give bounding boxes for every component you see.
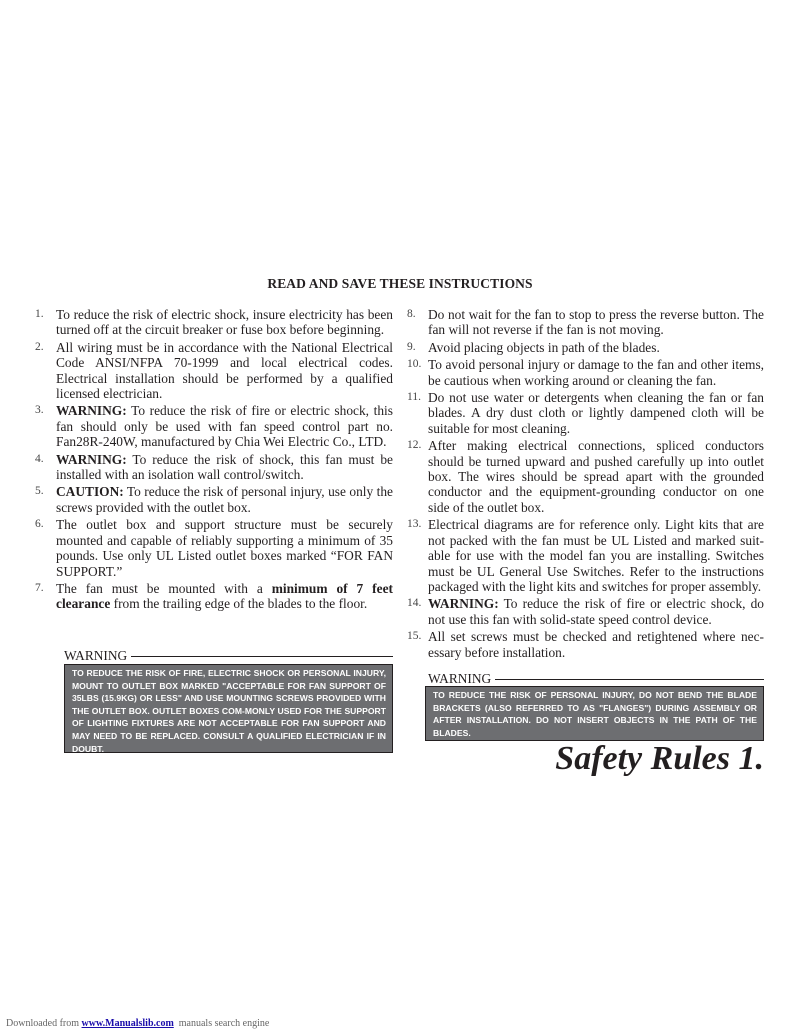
item-number: 1. (35, 308, 44, 320)
list-item (407, 596, 764, 627)
item-text: The outlet box and support structure must be securely mounted and capable of reliably supporting a minimum of 35 pounds. Use only UL Listed outlet boxes marked “FOR FAN SUPPORT.” (56, 517, 393, 579)
divider (131, 656, 393, 657)
item-text: To reduce the risk of fire or electric shock, do not use this fan with solid-state speed control device. (428, 596, 764, 627)
footer (6, 1018, 269, 1029)
item-label: WARNING: (56, 451, 127, 467)
list-item (35, 452, 393, 483)
item-label: WARNING: (428, 596, 499, 612)
item-text: from the trailing edge of the blades to the floor. (110, 596, 368, 612)
item-number: 15. (407, 630, 422, 643)
section-title: Safety Rules 1. (555, 740, 764, 777)
list-item (35, 340, 393, 402)
divider (495, 679, 764, 680)
item-number: 13. (407, 518, 422, 531)
item-text: Do not wait for the fan to stop to press the reverse button. The fan will not reverse if the fan is not moving. (428, 307, 764, 338)
item-text: To reduce the risk of personal injury, use only the screws provided with the outlet box. (56, 484, 393, 515)
item-number: 3. (35, 404, 44, 417)
item-number: 5. (35, 485, 44, 498)
item-number: 7. (35, 581, 44, 594)
item-number: 12. (407, 439, 422, 452)
footer-suffix: manuals search engine (173, 1018, 270, 1029)
list-item (35, 403, 393, 449)
item-number: 9. (407, 340, 416, 353)
item-text: To avoid personal injury or damage to the fan and other items, be cautious when working around or cleaning the fan. (428, 357, 764, 388)
list-item (35, 484, 393, 515)
warning-label-text: WARNING (428, 671, 492, 686)
right-column (407, 307, 764, 662)
item-text: To reduce the risk of electric shock, insure electricity has been turned off at the circuit breaker or fuse box before beginning. (56, 307, 393, 338)
item-text: All wiring must be in accordance with the National Electrical Code ANSI/NFPA 70-1999 and local electrical codes. Electrical installation should be performed by a qualified licensed electrician. (56, 339, 393, 402)
list-item (35, 517, 393, 579)
warning-label-left (64, 648, 393, 664)
warning-label-text: WARNING (64, 648, 128, 663)
item-number: 11. (407, 391, 421, 404)
list-item (35, 581, 393, 612)
list-item (407, 307, 764, 338)
item-text: All set screws must be checked and retightened where nec-essary before installation. (428, 629, 764, 660)
manualslib-link[interactable]: www.Manualslib.com (81, 1018, 174, 1029)
warning-label-right (428, 671, 764, 687)
item-number: 10. (407, 358, 422, 371)
item-label: WARNING: (56, 403, 127, 419)
item-text: To reduce the risk of fire or electric shock, this fan should only be used with fan speed control part no. Fan28R-240W, manufactured by Chia Wei Electric Co., LTD. (56, 403, 393, 450)
list-item (407, 438, 764, 515)
item-label: CAUTION: (56, 484, 124, 500)
list-item (407, 629, 764, 660)
footer-prefix: Downloaded from (6, 1018, 82, 1029)
item-number: 2. (35, 340, 44, 353)
list-item (407, 340, 764, 355)
item-number: 14. (407, 597, 422, 610)
item-text: Electrical diagrams are for reference only. Light kits that are not packed with the fan must be UL Listed and marked suit-able for use with the model fan you are installing. Switches must be UL General Use Switches. Refer to the instructions packaged with the light kits and switches for proper assembly. (428, 517, 764, 594)
warning-box-right: TO REDUCE THE RISK OF PERSONAL INJURY, DO NOT BEND THE BLADE BRACKETS (ALSO REFERRED TO AS "FLANGES") DURING ASSEMBLY OR AFTER INSTALLATION. DO NOT INSERT OBJECTS IN THE PATH OF THE BLADES. (425, 686, 764, 741)
list-item (407, 357, 764, 388)
item-number: 8. (407, 308, 416, 320)
item-emphasis: minimum of 7 feet clearance (56, 580, 393, 612)
warning-box-left: TO REDUCE THE RISK OF FIRE, ELECTRIC SHOCK OR PERSONAL INJURY, MOUNT TO OUTLET BOX MARKED "ACCEPTABLE FOR FAN SUPPORT OF 35LBS (15.9KG) OR LESS" AND USE MOUNTING SCREWS PROVIDED WITH THE OUTLET BOX. OUTLET BOXES COM-MONLY USED FOR THE SUPPORT OF LIGHTING FIXTURES ARE NOT ACCEPTABLE FOR FAN SUPPORT AND MAY NEED TO BE REPLACED. CONSULT A QUALIFIED ELECTRICIAN IF IN DOUBT. (64, 664, 393, 753)
item-number: 4. (35, 452, 44, 465)
list-item (407, 390, 764, 436)
item-number: 6. (35, 518, 44, 531)
item-text: Avoid placing objects in path of the blades. (428, 339, 660, 355)
page-heading: READ AND SAVE THESE INSTRUCTIONS (267, 276, 533, 291)
list-item (35, 307, 393, 338)
list-item (407, 517, 764, 594)
left-column (35, 307, 393, 614)
item-text: To reduce the risk of shock, this fan must be installed with an isolation wall control/switch. (56, 451, 393, 483)
item-text: The fan must be mounted with a (56, 580, 272, 596)
item-text: Do not use water or detergents when cleaning the fan or fan blades. A dry dust cloth or lightly dampened cloth will be suitable for most cleaning. (428, 390, 764, 436)
item-text: After making electrical connections, spliced conductors should be turned upward and pushed carefully up into outlet box. The wires should be spread apart with the grounded conductor and the equipment-grounding conductor on one side of the outlet box. (428, 438, 764, 515)
